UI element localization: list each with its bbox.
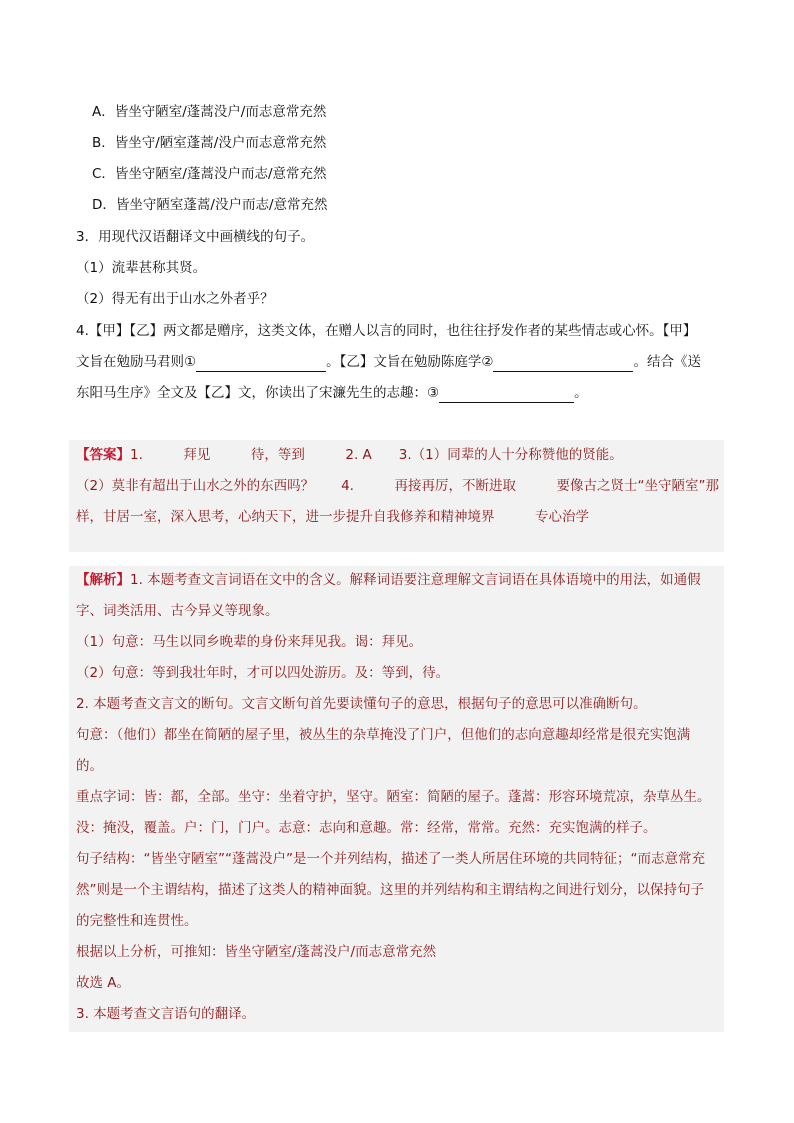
answer-text-1: 1. 拜见 待，等到 2. A 3.（1）同辈的人十分称赞他的贤能。 (130, 447, 623, 463)
analysis-line-9: 没：掩没，覆盖。户：门，门户。志意：志向和意趣。常：经常，常常。充然：充实饱满的样子。 (76, 820, 657, 836)
analysis-line-6: 句意：（他们）都坐在简陋的屋子里，被丛生的杂草掩没了门户，但他们的志向意趣却经常是很充实饱满 (76, 727, 691, 743)
answer-blank-3[interactable] (439, 386, 574, 403)
question-4-text-d: 东阳马生序》全文及【乙】文，你读出了宋濂先生的志趣：③ (76, 385, 440, 401)
option-b: B．皆坐守/陋室蓬蒿/没户而志意常充然 (92, 135, 327, 151)
option-a: A．皆坐守陋室/蓬蒿没户/而志意常充然 (92, 104, 327, 120)
analysis-line-2: 字、词类活用、古今异义等现象。 (76, 603, 279, 619)
analysis-line-1 (76, 570, 701, 590)
analysis-line-13: 根据以上分析，可推知：皆坐守陋室/蓬蒿没户/而志意常充然 (76, 944, 437, 960)
answer-tag: 【答案】 (76, 447, 130, 463)
answer-line-2: （2）莫非有超出于山水之外的东西吗？ 4. 再接再厉，不断进取 要像古之贤士“坐守陋室”那 (76, 478, 719, 494)
question-4-line-3 (76, 383, 588, 403)
answer-blank-1[interactable] (196, 355, 326, 372)
analysis-line-15: 3. 本题考查文言语句的翻译。 (76, 1006, 256, 1022)
option-d: D．皆坐守陋室蓬蒿/没户而志/意常充然 (92, 197, 328, 213)
analysis-line-10: 句子结构：“皆坐守陋室”“蓬蒿没户”是一个并列结构，描述了一类人所居住环境的共同特征；“而志意常充 (76, 851, 705, 867)
question-4-text-b: 。【乙】文旨在勉励陈庭学② (326, 354, 494, 370)
question-3-sentence-2: （2）得无有出于山水之外者乎？ (76, 291, 274, 307)
analysis-line-3: （1）句意：马生以同乡晚辈的身份来拜见我。谒：拜见。 (76, 634, 423, 650)
analysis-line-11: 然”则是一个主谓结构，描述了这类人的精神面貌。这里的并列结构和主谓结构之间进行划分，以保持句子 (76, 882, 704, 898)
question-3-title: 3．用现代汉语翻译文中画横线的句子。 (76, 229, 315, 245)
analysis-tag: 【解析】 (76, 572, 130, 588)
question-4-text-e: 。 (574, 385, 588, 401)
answer-line-3: 样，甘居一室，深入思考，心纳天下，进一步提升自我修养和精神境界 专心治学 (76, 509, 589, 525)
question-4-line-2 (76, 352, 701, 372)
question-4-line-1: 4.【甲】【乙】两文都是赠序，这类文体，在赠人以言的同时，也往往抒发作者的某些情志或心怀。【甲】 (76, 323, 697, 339)
answer-line-1 (76, 445, 623, 465)
analysis-block (69, 566, 724, 1032)
analysis-line-4: （2）句意：等到我壮年时，才可以四处游历。及：等到，待。 (76, 665, 450, 681)
question-3-sentence-1: （1）流辈甚称其贤。 (76, 260, 207, 276)
analysis-line-8: 重点字词：皆：都，全部。坐守：坐着守护，坚守。陋室：简陋的屋子。蓬蒿：形容环境荒凉，杂草丛生。 (76, 789, 711, 805)
analysis-line-5: 2. 本题考查文言文的断句。文言文断句首先要读懂句子的意思，根据句子的意思可以准确断句。 (76, 696, 647, 712)
answer-blank-2[interactable] (493, 355, 633, 372)
option-c: C．皆坐守陋室/蓬蒿没户而志/意常充然 (92, 166, 327, 182)
analysis-line-12: 的完整性和连贯性。 (76, 913, 198, 929)
analysis-line-14: 故选 A。 (76, 975, 131, 991)
analysis-text-1: 1. 本题考查文言词语在文中的含义。解释词语要注意理解文言词语在具体语境中的用法，如通假 (130, 572, 701, 588)
analysis-line-7: 的。 (76, 758, 103, 774)
question-4-text-c: 。结合《送 (633, 354, 701, 370)
answer-block (69, 440, 724, 552)
question-4-text-a: 文旨在勉励马君则① (76, 354, 197, 370)
